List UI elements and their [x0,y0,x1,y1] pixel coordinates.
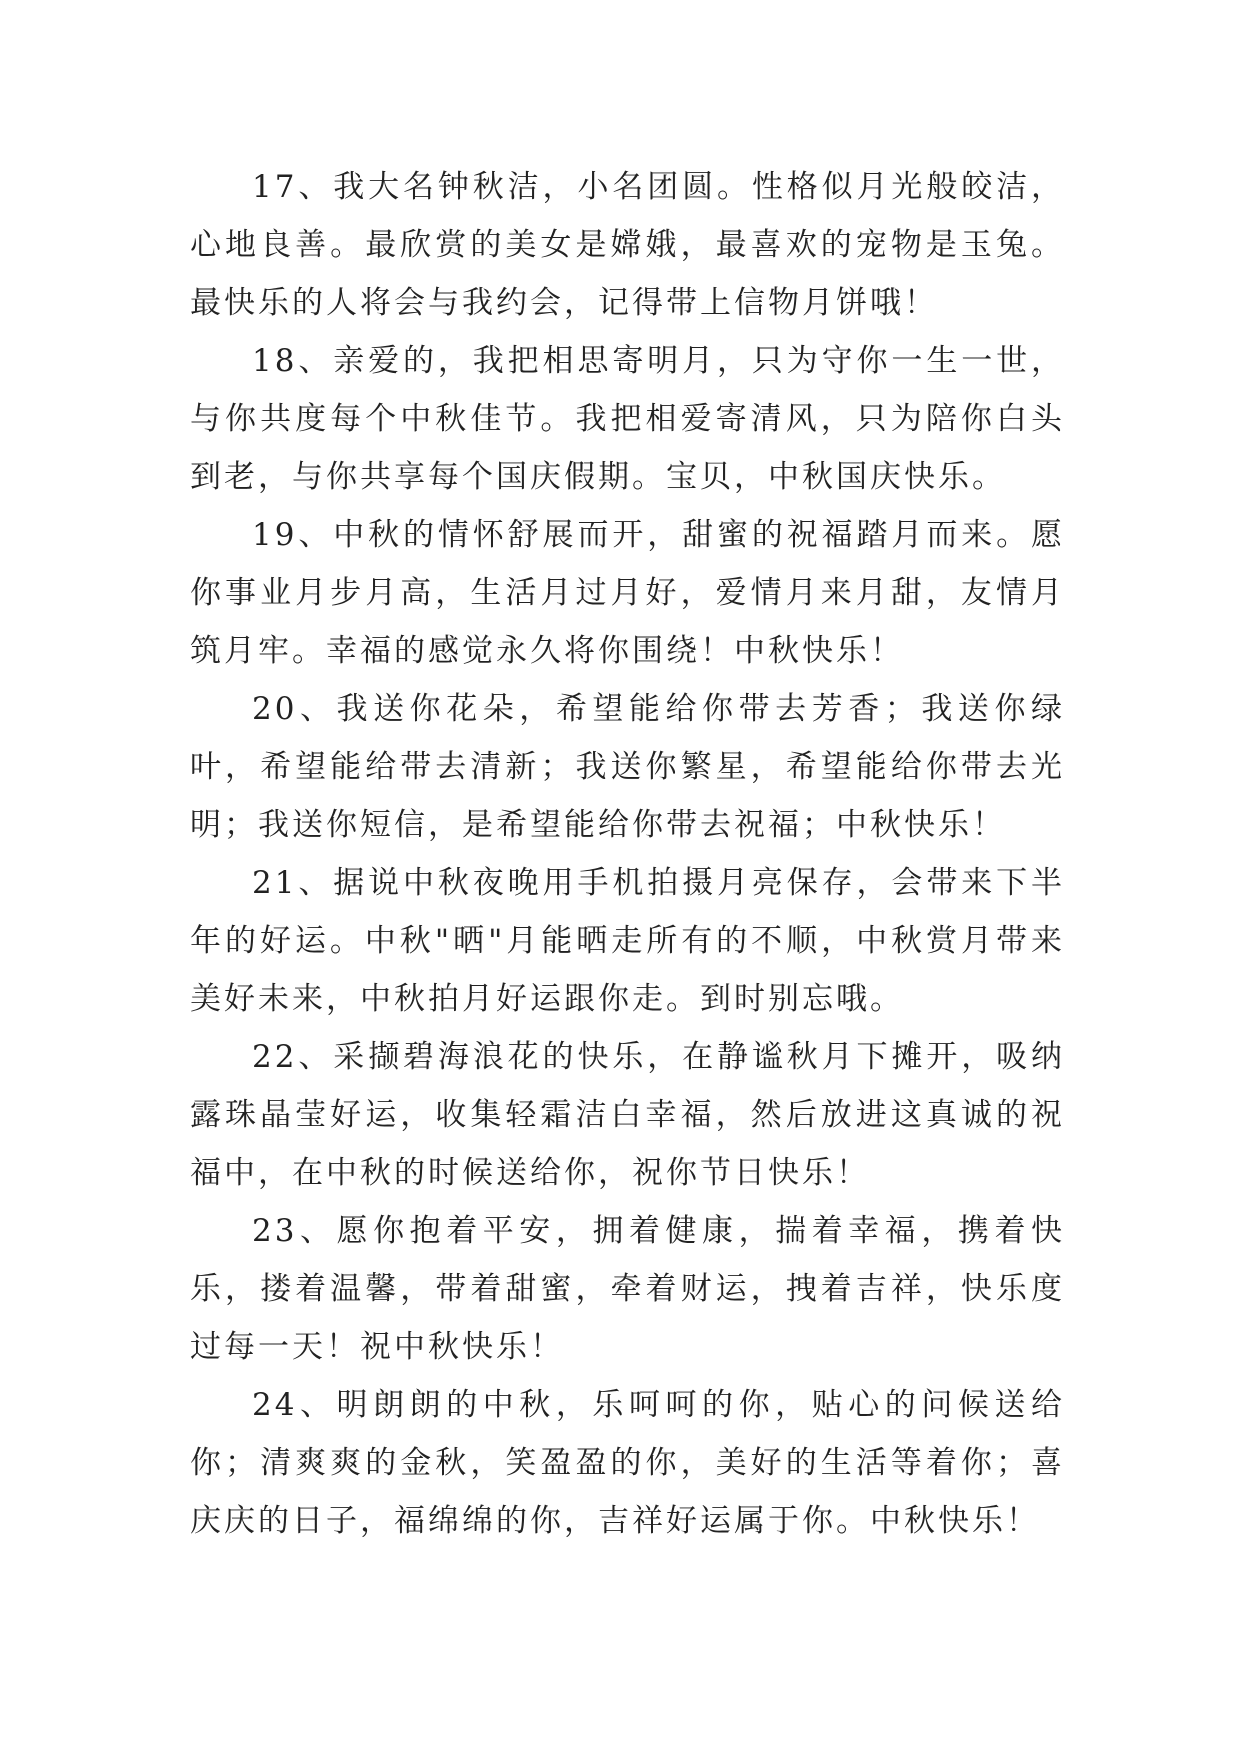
paragraph-23: 23、愿你抱着平安，拥着健康，揣着幸福，携着快乐，搂着温馨，带着甜蜜，牵着财运，拽着吉祥，快乐度过每一天！祝中秋快乐！ [190,1213,1065,1365]
paragraph-21: 21、据说中秋夜晚用手机拍摄月亮保存，会带来下半年的好运。中秋"晒"月能晒走所有的不顺，中秋赏月带来美好未来，中秋拍月好运跟你走。到时别忘哦。 [190,865,1065,1017]
paragraph-20: 20、我送你花朵，希望能给你带去芳香；我送你绿叶，希望能给带去清新；我送你繁星，希望能给你带去光明；我送你短信，是希望能给你带去祝福；中秋快乐！ [190,691,1065,843]
paragraph-19: 19、中秋的情怀舒展而开，甜蜜的祝福踏月而来。愿你事业月步月高，生活月过月好，爱情月来月甜，友情月筑月牢。幸福的感觉永久将你围绕！中秋快乐！ [190,517,1065,669]
paragraph-17: 17、我大名钟秋洁，小名团圆。性格似月光般皎洁，心地良善。最欣赏的美女是嫦娥，最喜欢的宠物是玉兔。最快乐的人将会与我约会，记得带上信物月饼哦！ [190,169,1065,321]
paragraph-22: 22、采撷碧海浪花的快乐，在静谧秋月下摊开，吸纳露珠晶莹好运，收集轻霜洁白幸福，然后放进这真诚的祝福中，在中秋的时候送给你，祝你节日快乐！ [190,1039,1065,1191]
paragraph-24: 24、明朗朗的中秋，乐呵呵的你，贴心的问候送给你；清爽爽的金秋，笑盈盈的你，美好的生活等着你；喜庆庆的日子，福绵绵的你，吉祥好运属于你。中秋快乐！ [190,1387,1065,1539]
document-body [190,158,1065,1550]
paragraph-18: 18、亲爱的，我把相思寄明月，只为守你一生一世，与你共度每个中秋佳节。我把相爱寄清风，只为陪你白头到老，与你共享每个国庆假期。宝贝，中秋国庆快乐。 [190,343,1065,495]
